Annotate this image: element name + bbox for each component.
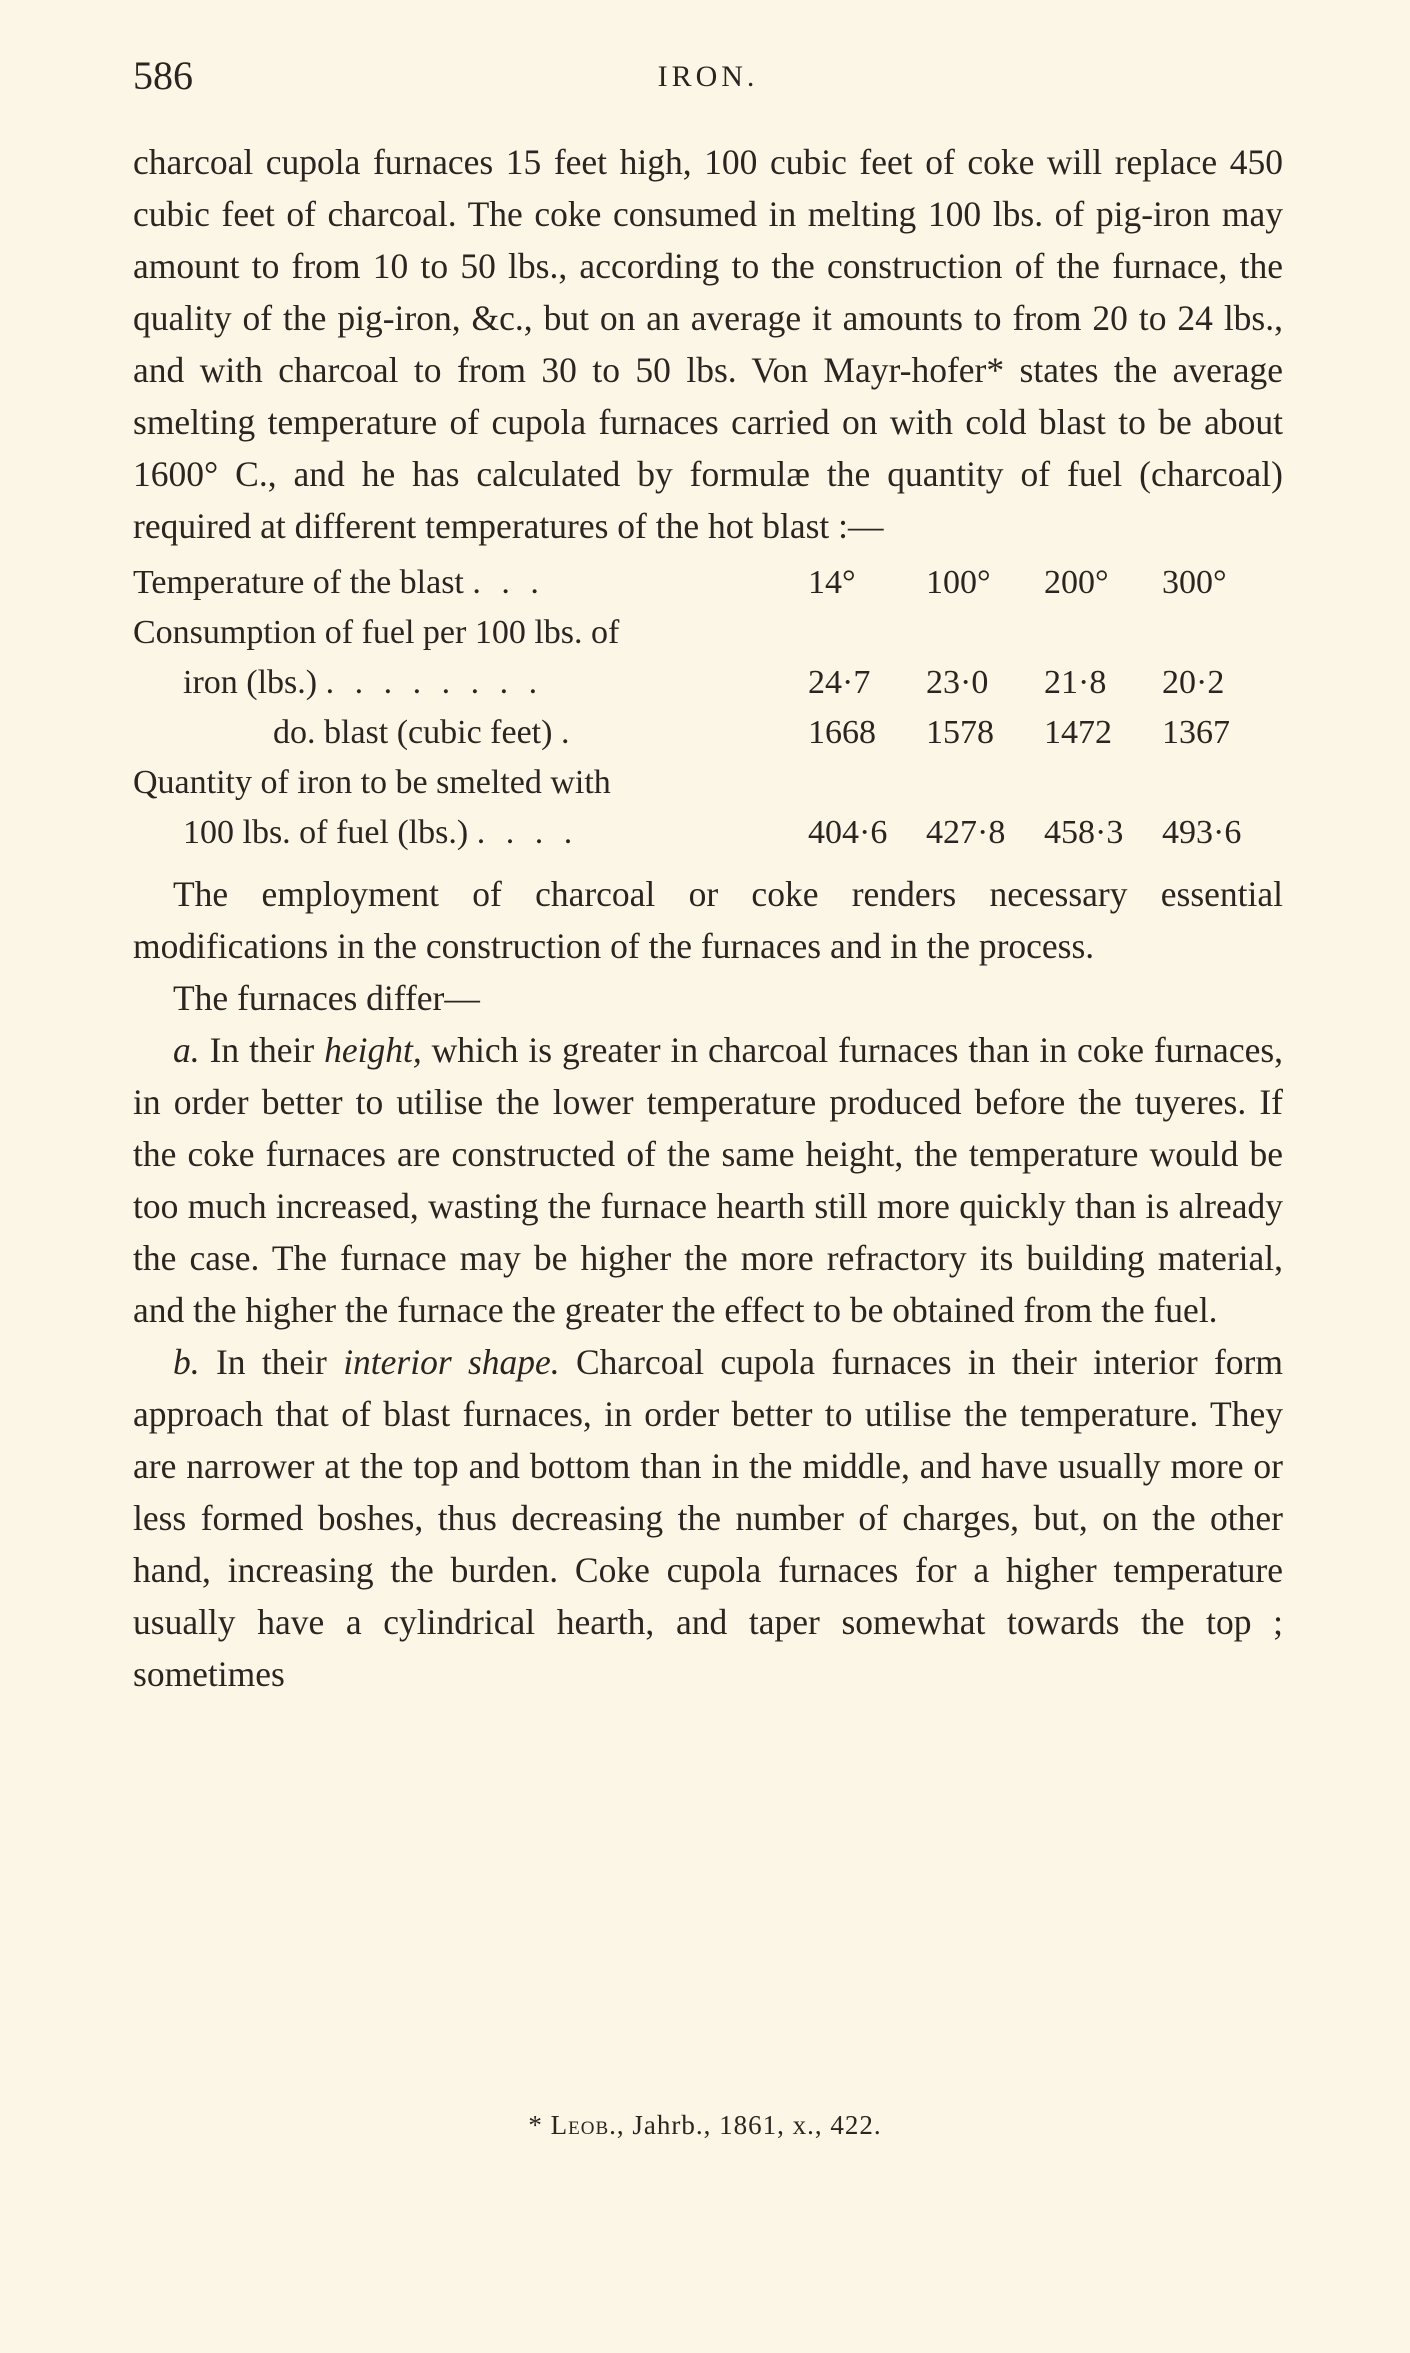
paragraph-interior-shape: b. In their interior shape. Charcoal cupola furnaces in their interior form approach that of blast furnaces, in order better to utilise the temperature. They are narrower at the top and bottom than in the middle, and have usually more or less formed boshes, thus decreasing the number of charges, but, on the other hand, increasing the burden. Coke cupola furnaces for a higher temperature usually have a cylindrical hearth, and taper somewhat towards the top ; sometimes bbox=[133, 1342, 1283, 1694]
footnote-reference: Jahrb., 1861, x., 422. bbox=[632, 2110, 882, 2140]
table-row-iron-quantity bbox=[133, 808, 1283, 858]
table-cell: 427·8 bbox=[926, 814, 1006, 851]
page-header bbox=[133, 52, 1283, 112]
table-cell: 200° bbox=[1044, 564, 1109, 601]
footnote bbox=[0, 2110, 1410, 2141]
emphasis: height, bbox=[324, 1030, 422, 1070]
table-cell: 100° bbox=[926, 564, 991, 601]
fuel-temperature-table bbox=[133, 558, 1283, 858]
leader-dots: . . . bbox=[472, 564, 545, 601]
table-row-quantity-label bbox=[133, 758, 1283, 808]
table-cell: 404·6 bbox=[808, 814, 888, 851]
body-text bbox=[133, 136, 1283, 1700]
table-row-fuel-consumption bbox=[133, 658, 1283, 708]
table-cell: 300° bbox=[1162, 564, 1227, 601]
table-cell: 1367 bbox=[1162, 714, 1230, 751]
paragraph-modifications: The employment of charcoal or coke renders necessary essential modifications in the construction of the furnaces and in the process. bbox=[133, 874, 1283, 966]
paragraph-height: a. In their height, which is greater in charcoal furnaces than in coke furnaces, in order better to utilise the lower temperature produced before the tuyeres. If the coke furnaces are constructed of the same height, the temperature would be too much increased, wasting the furnace hearth still more quickly than is already the case. The furnace may be higher the more refractory its building material, and the higher the furnace the greater the effect to be obtained from the fuel. bbox=[133, 1030, 1284, 1330]
table-cell: 14° bbox=[808, 564, 856, 601]
table-cell: 20·2 bbox=[1162, 664, 1225, 701]
table-cell: 1472 bbox=[1044, 714, 1112, 751]
footnote-source: Leob., bbox=[550, 2110, 625, 2140]
table-cell: 1578 bbox=[926, 714, 994, 751]
page-number: 586 bbox=[133, 53, 193, 98]
footnote-mark: * bbox=[528, 2110, 543, 2140]
table-row-temperature bbox=[133, 558, 1283, 608]
list-marker: a. bbox=[173, 1030, 200, 1070]
running-title: IRON. bbox=[657, 60, 759, 93]
table-cell: 24·7 bbox=[808, 664, 871, 701]
emphasis: interior shape. bbox=[343, 1342, 560, 1382]
table-cell: 1668 bbox=[808, 714, 876, 751]
paragraph-fuel-consumption: charcoal cupola furnaces 15 feet high, 100 cubic feet of coke will replace 450 cubic feet of charcoal. The coke consumed in melting 100 lbs. of pig-iron may amount to from 10 to 50 lbs., according to the construction of the furnace, the quality of the pig-iron, &c., but on an average it amounts to from 20 to 24 lbs., and with charcoal to from 30 to 50 lbs. Von Mayr-hofer* states the average smelting temperature of cupola furnaces carried on with cold blast to be about 1600° C., and he has calculated by formulæ the quantity of fuel (charcoal) required at different temperatures of the hot blast :— bbox=[133, 142, 1283, 546]
row-label: iron (lbs.) bbox=[183, 664, 318, 701]
row-label: Quantity of iron to be smelted with bbox=[133, 764, 611, 801]
row-label: 100 lbs. of fuel (lbs.) bbox=[183, 814, 469, 851]
leader-dots: . . . . . . . . bbox=[325, 664, 544, 701]
row-label: do. blast (cubic feet) bbox=[273, 714, 553, 751]
table-cell: 458·3 bbox=[1044, 814, 1124, 851]
table-cell: 21·8 bbox=[1044, 664, 1107, 701]
row-label: Consumption of fuel per 100 lbs. of bbox=[133, 614, 620, 651]
leader-dots: . . . . bbox=[476, 814, 579, 851]
table-row-consumption-label bbox=[133, 608, 1283, 658]
leader-dots: . bbox=[560, 714, 576, 751]
table-row-blast bbox=[133, 708, 1283, 758]
paragraph-furnaces-differ: The furnaces differ— bbox=[173, 978, 480, 1018]
table-cell: 493·6 bbox=[1162, 814, 1242, 851]
row-label: Temperature of the blast bbox=[133, 564, 464, 601]
table-cell: 23·0 bbox=[926, 664, 989, 701]
list-marker: b. bbox=[173, 1342, 200, 1382]
